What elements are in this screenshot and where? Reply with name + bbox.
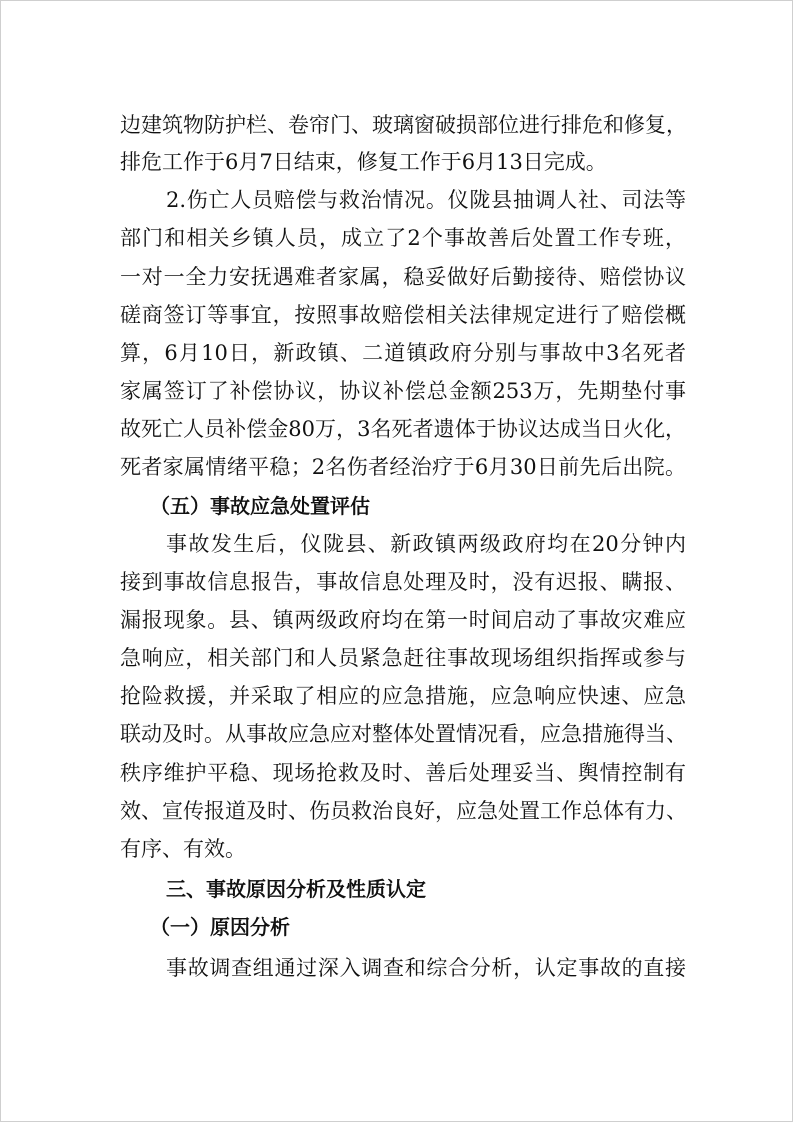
paragraph-line: 有序、有效。 bbox=[120, 837, 246, 861]
paragraph-line: 联动及时。从事故应急应对整体处置情况看，应急措施得当、 bbox=[120, 722, 687, 746]
section-heading: （五）事故应急处置评估 bbox=[150, 494, 370, 518]
paragraph-line: 死者家属情绪平稳；2名伤者经治疗于6月30日前先后出院。 bbox=[120, 455, 686, 479]
paragraph-line: 2.伤亡人员赔偿与救治情况。仪陇县抽调人社、司法等 bbox=[166, 188, 686, 212]
paragraph-line: 秩序维护平稳、现场抢救及时、善后处理妥当、舆情控制有 bbox=[120, 761, 686, 785]
paragraph-line: 排危工作于6月7日结束，修复工作于6月13日完成。 bbox=[120, 150, 607, 174]
chapter-heading: 三、事故原因分析及性质认定 bbox=[166, 877, 426, 901]
paragraph-line: 事故调查组通过深入调查和综合分析，认定事故的直接 bbox=[166, 956, 686, 980]
paragraph-line: 磋商签订等事宜，按照事故赔偿相关法律规定进行了赔偿概 bbox=[120, 303, 686, 327]
paragraph-line: 接到事故信息报告，事故信息处理及时，没有迟报、瞒报、 bbox=[120, 570, 686, 594]
paragraph-line: 急响应，相关部门和人员紧急赶往事故现场组织指挥或参与 bbox=[120, 646, 686, 670]
paragraph-line: 故死亡人员补偿金80万，3名死者遗体于协议达成当日火化， bbox=[120, 417, 686, 441]
paragraph-line: 抢险救援，并采取了相应的应急措施，应急响应快速、应急 bbox=[120, 684, 686, 708]
paragraph-line: 算，6月10日，新政镇、二道镇政府分别与事故中3名死者 bbox=[120, 341, 686, 365]
paragraph-line: 部门和相关乡镇人员，成立了2个事故善后处置工作专班， bbox=[120, 226, 686, 250]
paragraph-line: 一对一全力安抚遇难者家属，稳妥做好后勤接待、赔偿协议 bbox=[120, 265, 686, 289]
paragraph-line: 漏报现象。县、镇两级政府均在第一时间启动了事故灾难应 bbox=[120, 608, 686, 632]
subsection-heading: （一）原因分析 bbox=[150, 915, 290, 939]
paragraph-line: 家属签订了补偿协议，协议补偿总金额253万，先期垫付事 bbox=[120, 379, 686, 403]
paragraph-line: 边建筑物防护栏、卷帘门、玻璃窗破损部位进行排危和修复， bbox=[120, 113, 687, 137]
paragraph-line: 效、宣传报道及时、伤员救治良好，应急处置工作总体有力、 bbox=[120, 799, 687, 823]
paragraph-line: 事故发生后，仪陇县、新政镇两级政府均在20分钟内 bbox=[166, 532, 686, 556]
